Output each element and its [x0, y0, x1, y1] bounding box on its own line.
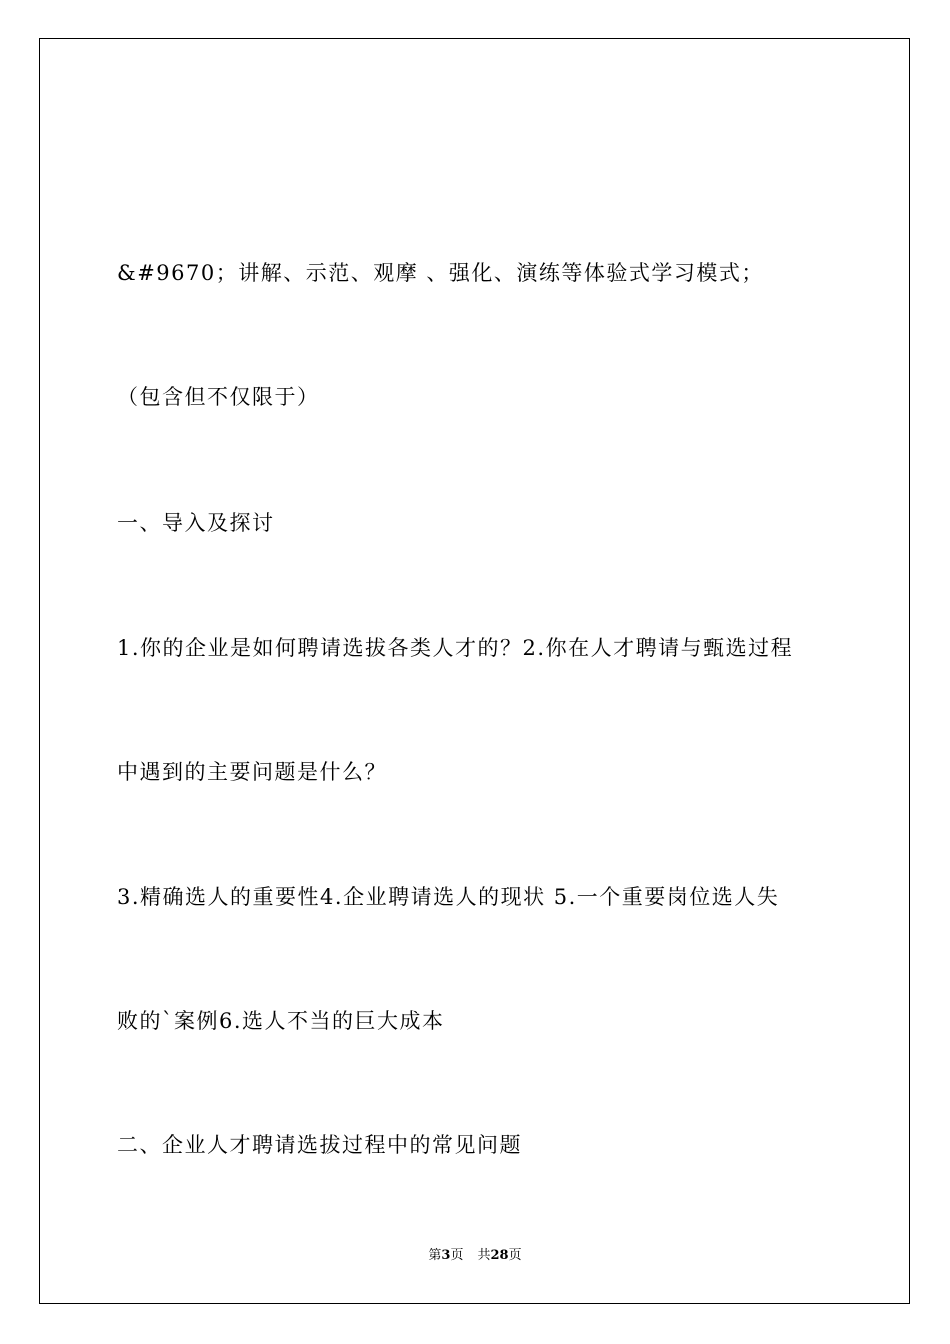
- section-heading-2: 二、企业人才聘请选拔过程中的常见问题: [117, 1133, 522, 1157]
- footer-page-suffix: 页: [450, 1248, 464, 1263]
- text-line-1: &#9670；讲解、示范、观摩 、强化、演练等体验式学习模式；: [117, 261, 764, 285]
- text-line-2: （包含但不仅限于）: [117, 385, 320, 409]
- footer-total-suffix: 页: [508, 1248, 522, 1263]
- section-heading-1: 一、导入及探讨: [117, 511, 275, 535]
- footer-page-number: 3: [441, 1248, 451, 1263]
- footer-total-prefix: 共: [477, 1248, 491, 1263]
- text-line-6: 3.精确选人的重要性4.企业聘请选人的现状 5.一个重要岗位选人失: [117, 885, 780, 909]
- page-footer: [0, 1247, 950, 1265]
- text-line-4: 1.你的企业是如何聘请选拔各类人才的？2.你在人才聘请与甄选过程: [117, 636, 794, 660]
- footer-total-pages: 28: [490, 1248, 509, 1263]
- page-border: [39, 38, 910, 1304]
- footer-page-prefix: 第: [428, 1248, 442, 1263]
- text-line-5: 中遇到的主要问题是什么？: [117, 760, 387, 784]
- text-line-7: 败的`案例6.选人不当的巨大成本: [117, 1009, 445, 1033]
